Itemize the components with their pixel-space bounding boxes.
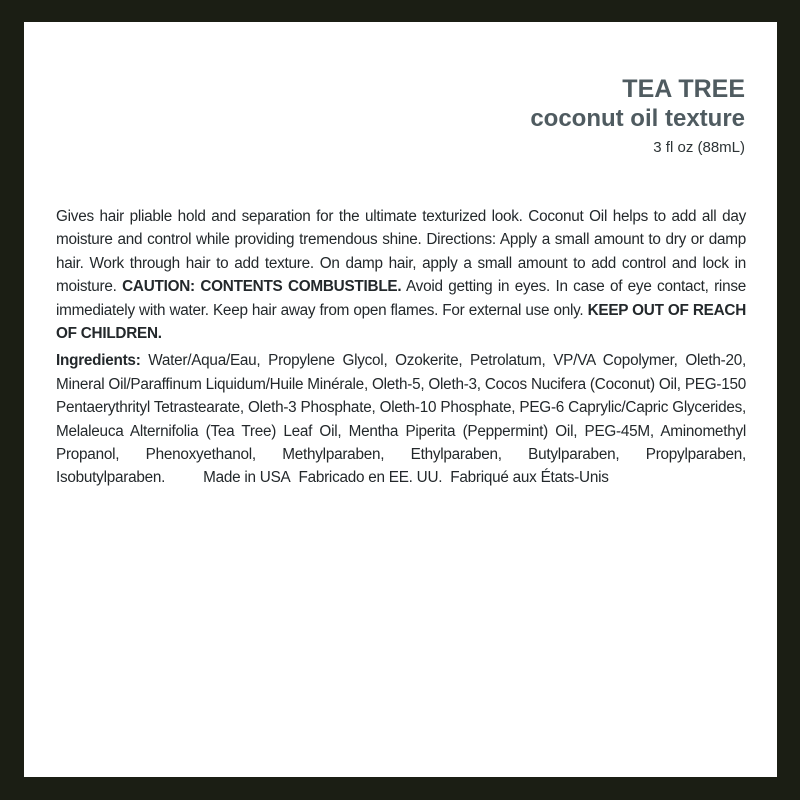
ingredients-list: Water/Aqua/Eau, Propylene Glycol, Ozokerite, Petrolatum, VP/VA Copolymer, Oleth-20, Mineral Oil/Paraffinum Liquidum/Huile Minérale, Oleth-5, Oleth-3, Cocos Nucifera (Coconut) Oil, PEG-150 Pentaerythrityl Tetrastearate, Oleth-3 Phosphate, Oleth-10 Phosphate, PEG-6 Caprylic/Capric Glycerides, Melaleuca Alternifolia (Tea Tree) Leaf Oil, Mentha Piperita (Peppermint) Oil, PEG-45M, Aminomethyl Propanol, Phenoxyethanol, Methylparaben, Ethylparaben, Butylparaben, Propylparaben, Isobutylparaben. xyxy=(56,352,746,487)
label-body-text xyxy=(56,205,746,490)
product-size: 3 fl oz (88mL) xyxy=(653,139,745,156)
product-label-panel xyxy=(24,22,777,777)
caution-label: CAUTION: CONTENTS COMBUSTIBLE. xyxy=(122,278,402,296)
label-header xyxy=(530,74,745,159)
made-in-usa: Made in USA xyxy=(203,469,291,487)
ingredients-paragraph xyxy=(56,349,746,489)
caution-text: Avoid getting in eyes. In case of eye contact, rinse immediately with water. Keep hair away from open flames. For external use only. xyxy=(56,278,746,319)
ingredients-label: Ingredients: xyxy=(56,352,141,370)
description-intro: Gives hair pliable hold and separation for the ultimate texturized look. Coconut Oil helps to add all day moisture and control while providing tremendous shine. Directions: Apply a small amount to dry or damp hair. Work through hair to add texture. On damp hair, apply a small amount to add control and lock in moisture. xyxy=(56,208,746,296)
product-name: TEA TREE xyxy=(622,75,745,103)
keep-out-warning: KEEP OUT OF REACH OF CHILDREN. xyxy=(56,301,746,343)
description-paragraph xyxy=(56,205,746,345)
made-in-french: Fabriqué aux États-Unis xyxy=(450,469,609,487)
made-in-spanish: Fabricado en EE. UU. xyxy=(298,469,443,487)
product-subtitle: coconut oil texture xyxy=(530,105,745,132)
